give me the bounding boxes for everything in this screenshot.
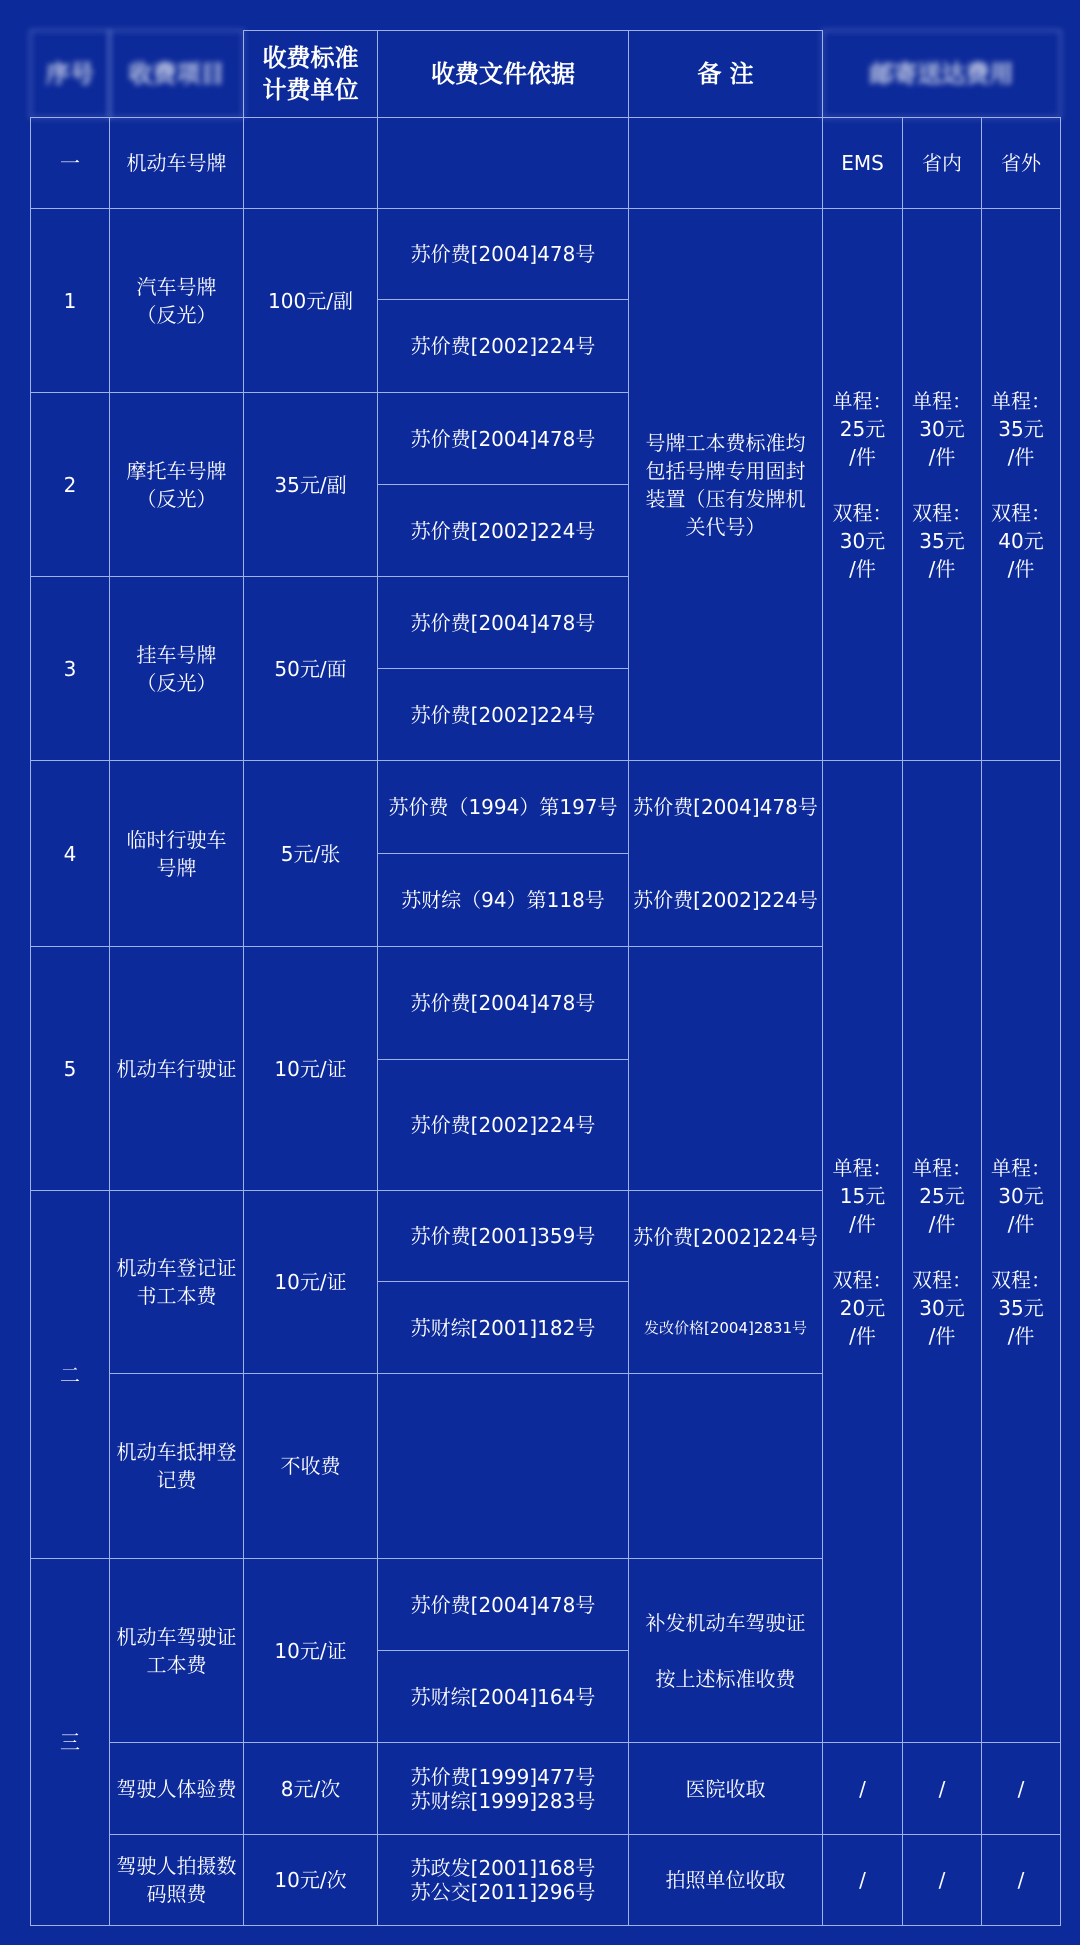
row6-fee: 10元/证 xyxy=(243,1190,378,1374)
row3-item: 挂车号牌 （反光） xyxy=(109,576,244,761)
row4-item: 临时行驶车 号牌 xyxy=(109,760,244,947)
row10-remark: 拍照单位收取 xyxy=(628,1834,823,1926)
row5-index: 5 xyxy=(30,946,110,1191)
row9-basis: 苏价费[1999]477号 苏财综[1999]283号 xyxy=(377,1742,629,1835)
row5-basis-2: 苏价费[2002]224号 xyxy=(377,1059,629,1191)
row5-remark xyxy=(628,946,823,1191)
row10-fee: 10元/次 xyxy=(243,1834,378,1926)
delivery-group1-ems: 单程： 25元 /件 双程： 30元 /件 xyxy=(822,208,903,761)
row1-item: 汽车号牌 （反光） xyxy=(109,208,244,393)
row4-remark-2: 苏价费[2002]224号 xyxy=(633,887,818,912)
section-three-index: 三 xyxy=(30,1558,110,1926)
row4-basis-1: 苏价费（1994）第197号 xyxy=(377,760,629,854)
delivery-group2-out: 单程： 30元 /件 双程： 35元 /件 xyxy=(981,760,1061,1743)
delivery-ems-header: EMS xyxy=(822,117,903,209)
row4-remark-1: 苏价费[2004]478号 xyxy=(633,795,818,820)
row10-delivery-out: / xyxy=(981,1834,1061,1926)
row4-index: 4 xyxy=(30,760,110,947)
row10-delivery-ems: / xyxy=(822,1834,903,1926)
header-standard: 收费标准 计费单位 xyxy=(243,30,378,118)
row6-remark xyxy=(628,1190,823,1374)
row7-item: 机动车抵押登 记费 xyxy=(109,1373,244,1559)
row2-basis-2: 苏价费[2002]224号 xyxy=(377,484,629,577)
delivery-out-province-header: 省外 xyxy=(981,117,1061,209)
row2-fee: 35元/副 xyxy=(243,392,378,577)
row9-delivery-in: / xyxy=(902,1742,982,1835)
row4-basis-2: 苏财综（94）第118号 xyxy=(377,853,629,947)
row6-remark-2: 发改价格[2004]2831号 xyxy=(643,1318,808,1337)
row5-basis-1: 苏价费[2004]478号 xyxy=(377,946,629,1060)
row5-item: 机动车行驶证 xyxy=(109,946,244,1191)
row3-fee: 50元/面 xyxy=(243,576,378,761)
row4-fee: 5元/张 xyxy=(243,760,378,947)
row2-basis-1: 苏价费[2004]478号 xyxy=(377,392,629,485)
row10-delivery-in: / xyxy=(902,1834,982,1926)
section-one-remark xyxy=(628,117,823,209)
row9-remark: 医院收取 xyxy=(628,1742,823,1835)
delivery-group2-in: 单程： 25元 /件 双程： 30元 /件 xyxy=(902,760,982,1743)
header-item: 收费项目 xyxy=(109,30,244,118)
delivery-group1-in: 单程： 30元 /件 双程： 35元 /件 xyxy=(902,208,982,761)
row9-delivery-ems: / xyxy=(822,1742,903,1835)
row7-fee: 不收费 xyxy=(243,1373,378,1559)
row10-item: 驾驶人拍摄数 码照费 xyxy=(109,1834,244,1926)
row6-basis-2: 苏财综[2001]182号 xyxy=(377,1281,629,1374)
row1-basis-2: 苏价费[2002]224号 xyxy=(377,299,629,393)
row1-fee: 100元/副 xyxy=(243,208,378,393)
row6-remark-1: 苏价费[2002]224号 xyxy=(633,1224,818,1249)
row2-item: 摩托车号牌 （反光） xyxy=(109,392,244,577)
delivery-in-province-header: 省内 xyxy=(902,117,982,209)
row6-item: 机动车登记证 书工本费 xyxy=(109,1190,244,1374)
row4-remark xyxy=(628,760,823,947)
row7-remark xyxy=(628,1373,823,1559)
row3-basis-1: 苏价费[2004]478号 xyxy=(377,576,629,669)
row7-basis xyxy=(377,1373,629,1559)
plate-remark: 号牌工本费标准均 包括号牌专用固封 装置（压有发牌机 关代号） xyxy=(628,208,823,761)
row9-item: 驾驶人体验费 xyxy=(109,1742,244,1835)
header-index: 序号 xyxy=(30,30,110,118)
row8-remark xyxy=(628,1558,823,1743)
section-one-basis xyxy=(377,117,629,209)
row8-basis-2: 苏财综[2004]164号 xyxy=(377,1650,629,1743)
row1-index: 1 xyxy=(30,208,110,393)
row8-basis-1: 苏价费[2004]478号 xyxy=(377,1558,629,1651)
section-two-index: 二 xyxy=(30,1190,110,1559)
header-delivery: 邮寄送达费用 xyxy=(822,30,1061,118)
section-one-index: 一 xyxy=(30,117,110,209)
header-remark: 备 注 xyxy=(628,30,823,118)
row9-delivery-out: / xyxy=(981,1742,1061,1835)
delivery-group1-out: 单程： 35元 /件 双程： 40元 /件 xyxy=(981,208,1061,761)
section-one-standard xyxy=(243,117,378,209)
row5-fee: 10元/证 xyxy=(243,946,378,1191)
row2-index: 2 xyxy=(30,392,110,577)
row3-basis-2: 苏价费[2002]224号 xyxy=(377,668,629,761)
row8-remark-1: 补发机动车驾驶证 xyxy=(645,1610,806,1635)
row8-remark-2: 按上述标准收费 xyxy=(655,1666,796,1691)
row8-item: 机动车驾驶证 工本费 xyxy=(109,1558,244,1743)
section-one-name: 机动车号牌 xyxy=(109,117,244,209)
header-basis: 收费文件依据 xyxy=(377,30,629,118)
row6-basis-1: 苏价费[2001]359号 xyxy=(377,1190,629,1282)
row8-fee: 10元/证 xyxy=(243,1558,378,1743)
row10-basis: 苏政发[2001]168号 苏公交[2011]296号 xyxy=(377,1834,629,1926)
row1-basis-1: 苏价费[2004]478号 xyxy=(377,208,629,300)
row3-index: 3 xyxy=(30,576,110,761)
row9-fee: 8元/次 xyxy=(243,1742,378,1835)
delivery-group2-ems: 单程： 15元 /件 双程： 20元 /件 xyxy=(822,760,903,1743)
